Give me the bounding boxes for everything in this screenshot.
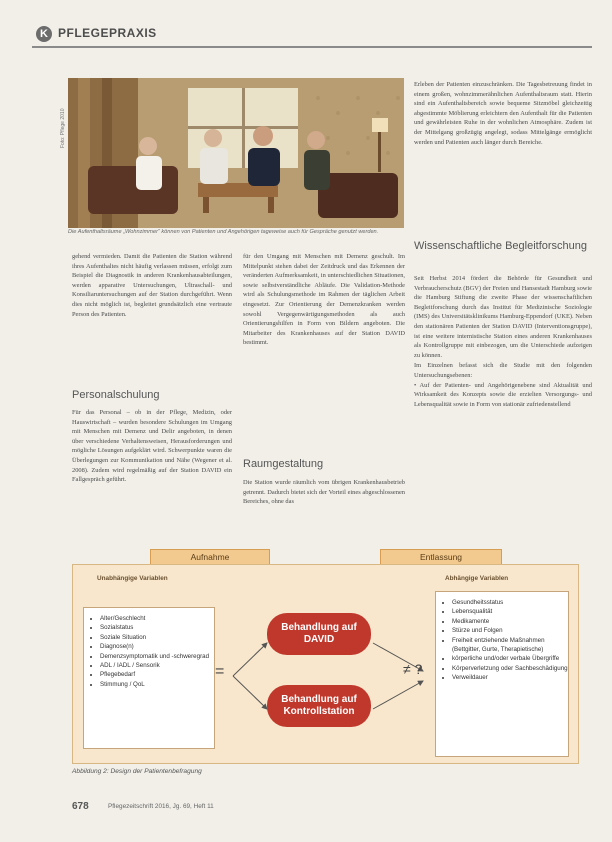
list-item: • Körperverletzung oder Sachbeschädigung bbox=[452, 664, 568, 673]
equals-sign: = bbox=[215, 663, 225, 680]
paragraph: Für das Personal – ob in der Pflege, Medizin, oder Hauswirtschaft – wurden besondere Schulungen im Umgang mit Menschen mit Demenz und Delir angeboten, in denen über verschiedene Verhaltensweisen, Herausforderungen und mögliche Lösungen aufgeklärt wird. Schwerpunkte waren die Überlegungen zur Kommunikation und Nähe (Wegener et al. 2008). Zudem wird regelmäßig auf der Station DAVID ein Fallgespräch geführt. bbox=[72, 409, 232, 484]
list-item: • körperliche und/oder verbale Übergriffe bbox=[452, 654, 568, 663]
list-item: • ADL / IADL / Sensorik bbox=[100, 661, 214, 670]
paragraph: für den Umgang mit Menschen mit Demenz geschult. Im Mittelpunkt stehen dabei der Zeitdruck und das Erkennen der veränderten Aufmerksamkeit, in unterschiedlichen Situationen, sowie selbstverständliche Abläufe. Die Validation-Methode wird als Schulungsmethode im Rahmen der täglichen Arbeit eingesetzt. Zur Orientierung der Demenzkranken werden sowohl Vergegenwärtigungsmethoden als auch Orientierungshilfen in Form von Bildern angeboten. Die Mitarbeiter des Krankenhauses auf der Station DAVID bestimmt. bbox=[243, 253, 405, 347]
paragraph: Im Einzelnen befasst sich die Studie mit den folgenden Untersuchungsebenen: bbox=[414, 362, 592, 379]
independent-variables-list bbox=[83, 607, 215, 749]
list-item: • Diagnose(n) bbox=[100, 642, 214, 651]
list-item: • Pflegebedarf bbox=[100, 670, 214, 679]
text-column-1 bbox=[72, 252, 232, 319]
list-item: • Soziale Situation bbox=[100, 633, 214, 642]
text-column-2 bbox=[243, 252, 405, 348]
ward-photo bbox=[68, 78, 404, 228]
figure-caption: Abbildung 2: Design der Patientenbefragung bbox=[72, 768, 202, 775]
independent-variables-items bbox=[84, 614, 214, 689]
independent-variables-label: Unabhängige Variablen bbox=[97, 575, 168, 582]
list-item: • Demenzsymptomatik und -schweregrad bbox=[100, 652, 214, 661]
list-item: • Gesundheitsstatus bbox=[452, 598, 568, 607]
paragraph: Seit Herbst 2014 fördert die Behörde für Gesundheit und Verbraucherschutz (BGV) der Freien und Hansestadt Hamburg sowie die Hamburg Stiftung die zweite Phase der wissenschaftlichen Begleitforschung durch das Institut für Medizinische Soziologie (IMS) des Universitätsklinikums Hamburg-Eppendorf (UKE). Neben den stationären Patienten der Station DAVID (Interventionsgruppe), ist eine weitere internistische Station eines anderen Krankenhauses als Kontrollgruppe mit einbezogen, um die Unterschiede aufzeigen zu können. bbox=[414, 275, 592, 359]
list-item: • Medikamente bbox=[452, 617, 568, 626]
list-item: • Stürze und Folgen bbox=[452, 626, 568, 635]
list-item: • Verweildauer bbox=[452, 673, 568, 682]
paragraph: • Auf der Patienten- und Angehörigenebene sind Aktualität und Wirksamkeit des Konzepts sowie die erzielten Versorgungs- und Lebensqualität sowie in Form von stationär zufriedenstellend bbox=[414, 381, 592, 408]
entlassung-label: Entlassung bbox=[419, 552, 463, 562]
aufnahme-label: Aufnahme bbox=[190, 552, 230, 562]
section-title: PFLEGEPRAXIS bbox=[58, 26, 157, 40]
study-design-figure bbox=[72, 564, 579, 764]
header-divider bbox=[32, 46, 592, 48]
paragraph: Die Station wurde räumlich vom übrigen Krankenhausbetrieb getrennt. Dadurch bietet sich der Vorteil eines abgeschlossenen Bereiches, ohne das bbox=[243, 479, 405, 506]
text-column-2-lower bbox=[243, 478, 405, 507]
dependent-variables-items bbox=[436, 598, 568, 683]
heading-personalschulung: Personalschulung bbox=[72, 389, 160, 401]
heading-begleitforschung: Wissenschaftliche Begleitforschung bbox=[414, 240, 588, 252]
arrow-to-kontroll bbox=[233, 676, 267, 709]
paragraph: gehend vermieden. Damit die Patienten die Station während ihres Aufenthaltes nicht häufig verlassen müssen, erfolgt zum Beispiel die Diagnostik in anderen Krankenhausabteilungen, werden apparative Untersuchungen, Ultraschall- und Konsiliaruntersuchungen auf der Station durchgeführt. Wenn dies nicht möglich ist, begleitet grundsätzlich eine vertraute Person des Patienten. bbox=[72, 253, 232, 318]
heading-raumgestaltung: Raumgestaltung bbox=[243, 458, 324, 470]
list-item: • Alter/Geschlecht bbox=[100, 614, 214, 623]
list-item: • Stimmung / QoL bbox=[100, 680, 214, 689]
text-column-3 bbox=[414, 274, 592, 409]
list-item: • Freiheit entziehende Maßnahmen (Bettgitter, Gurte, Therapietische) bbox=[452, 636, 568, 655]
journal-source: Pflegezeitschrift 2016, Jg. 69, Heft 11 bbox=[108, 803, 214, 810]
dependent-variables-label: Abhängige Variablen bbox=[445, 575, 509, 582]
treatment-david-pill: Behandlung auf DAVID bbox=[267, 613, 371, 655]
photo-credit: Foto: Pflege 2010 bbox=[60, 108, 66, 148]
list-item: • Sozialstatus bbox=[100, 623, 214, 632]
arrow-to-david bbox=[233, 643, 267, 676]
lounge-photo-illustration bbox=[68, 78, 404, 228]
treatment-kontroll-pill: Behandlung auf Kontrollstation bbox=[267, 685, 371, 727]
dependent-variables-list bbox=[435, 591, 569, 757]
magazine-logo-icon: K bbox=[36, 26, 52, 42]
paragraph: Erleben der Patienten einzuschränken. Die Tagesbetreuung findet in einem großen, wohnzimmerähnlichen Aufenthaltsraum statt. Hierin sind ein Aufenthaltsbereich sowie bequeme Sitzmöbel gleichzeitig abgestimmte Möblierung erleichtern den Aufenthalt für die Patienten und gewährleisten Ruhe in der wohnlichen Atmosphäre. Zudem ist der Mittelgang großzügig angelegt, sodass Mittelgänge ermöglicht werden und Patienten auch länger durch Bereiche. bbox=[414, 81, 592, 146]
entlassung-band bbox=[380, 549, 502, 565]
arrow-from-kontroll bbox=[373, 681, 423, 709]
photo-caption: Die Aufenthaltsräume „Wohnzimmer“ können von Patienten und Angehörigen tageweise auch für Gespräche genutzt werden. bbox=[68, 229, 379, 235]
page-number: 678 bbox=[72, 801, 89, 812]
aufnahme-band bbox=[150, 549, 270, 565]
list-item: • Lebensqualität bbox=[452, 607, 568, 616]
text-column-1-lower bbox=[72, 408, 232, 485]
text-column-3-top bbox=[414, 80, 592, 147]
not-equal-sign: ≠ ? bbox=[403, 661, 423, 677]
